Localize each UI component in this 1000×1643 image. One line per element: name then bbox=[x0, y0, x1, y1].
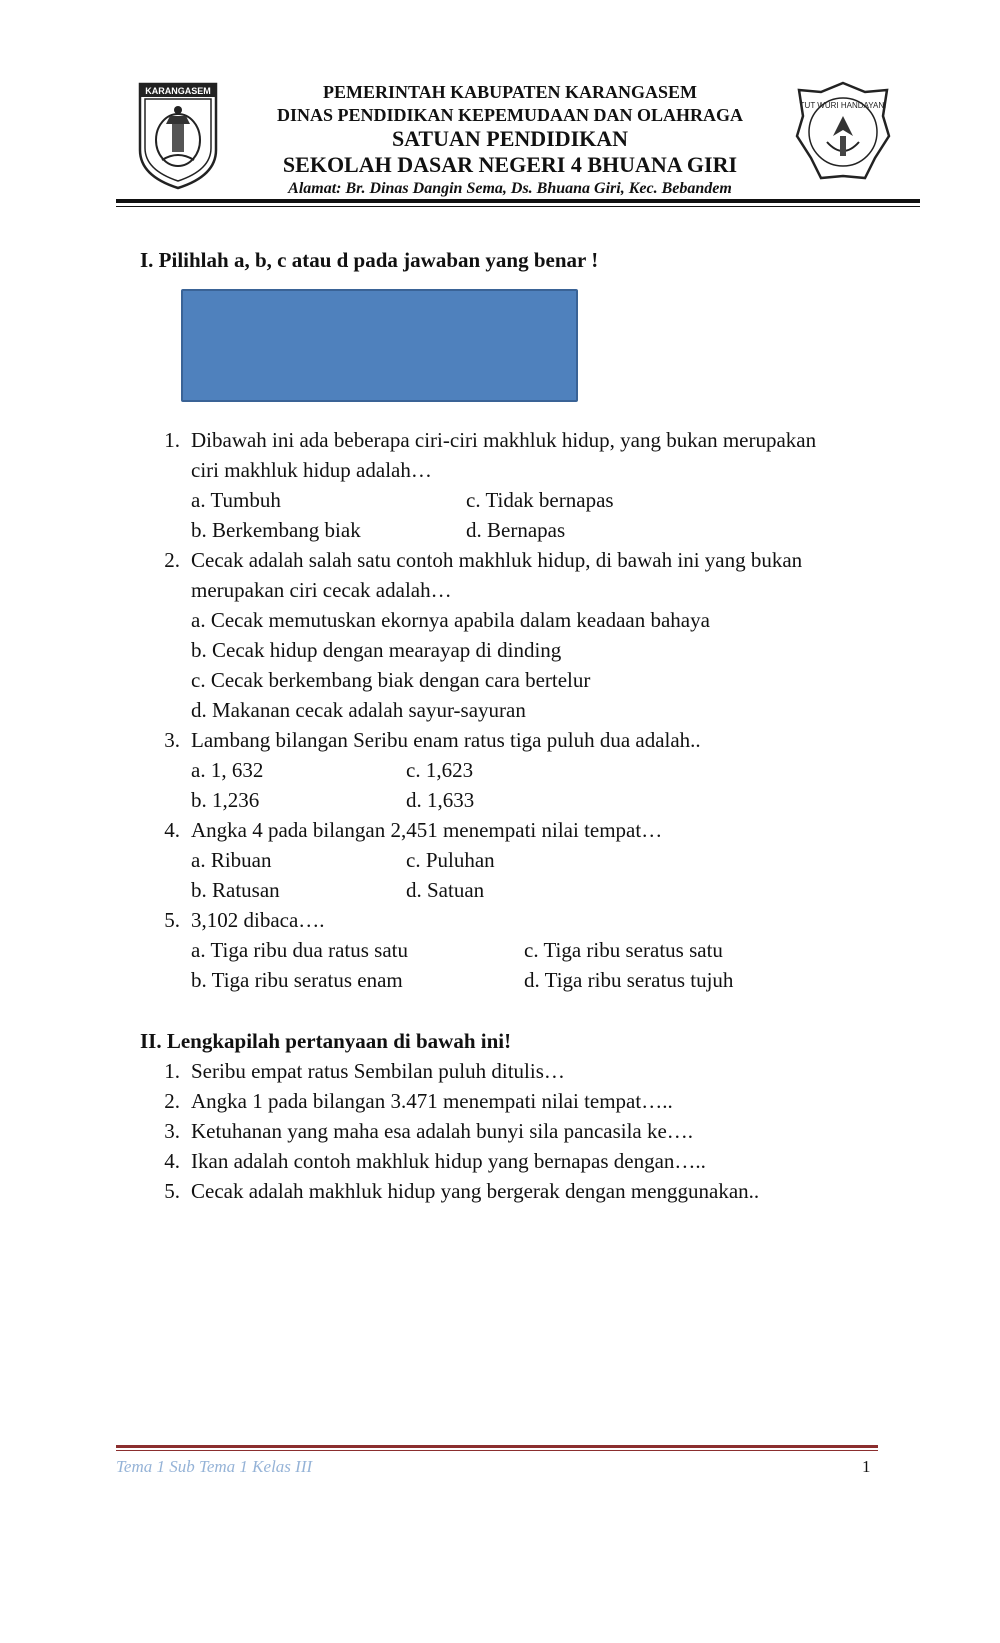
answer-option: d. Makanan cecak adalah sayur-sayuran bbox=[191, 698, 526, 722]
answer-option: a. Tumbuh bbox=[191, 488, 281, 512]
fill-in-question: Cecak adalah makhluk hidup yang bergerak dengan menggunakan.. bbox=[191, 1179, 760, 1203]
header-department: DINAS PENDIDIKAN KEPEMUDAAN DAN OLAHRAGA bbox=[276, 105, 743, 125]
question-text: Angka 4 pada bilangan 2,451 menempati nilai tempat… bbox=[191, 818, 663, 842]
answer-option: d. Satuan bbox=[406, 878, 485, 902]
answer-option: a. Cecak memutuskan ekornya apabila dalam keadaan bahaya bbox=[191, 608, 710, 632]
answer-option: c. Tiga ribu seratus satu bbox=[524, 938, 723, 962]
answer-option: b. Ratusan bbox=[191, 878, 280, 902]
question-number: 1. bbox=[164, 428, 180, 452]
fill-in-question: Angka 1 pada bilangan 3.471 menempati nilai tempat….. bbox=[191, 1089, 673, 1113]
question-text: 3,102 dibaca…. bbox=[191, 908, 325, 932]
header-school-name: SEKOLAH DASAR NEGERI 4 BHUANA GIRI bbox=[282, 152, 738, 177]
question-number: 5. bbox=[164, 908, 180, 932]
section-2-title: II. Lengkapilah pertanyaan di bawah ini! bbox=[140, 1029, 512, 1053]
question-number: 4. bbox=[164, 818, 180, 842]
blue-rectangle-shape bbox=[181, 289, 578, 402]
logo-motto: TUT WURI HANDAYANI bbox=[799, 101, 887, 110]
answer-option: d. Tiga ribu seratus tujuh bbox=[524, 968, 734, 992]
answer-option: d. Bernapas bbox=[466, 518, 566, 542]
answer-option: b. Cecak hidup dengan mearayap di dinding bbox=[191, 638, 562, 662]
question-number: 3. bbox=[164, 728, 180, 752]
answer-option: b. Tiga ribu seratus enam bbox=[191, 968, 403, 992]
question-number: 1. bbox=[164, 1059, 180, 1083]
page-number: 1 bbox=[862, 1457, 871, 1476]
question-number: 4. bbox=[164, 1149, 180, 1173]
footer-rule-thin bbox=[116, 1450, 878, 1451]
answer-option: b. 1,236 bbox=[191, 788, 260, 812]
karangasem-crest-logo bbox=[136, 80, 220, 192]
header-rule-thin bbox=[116, 206, 920, 207]
header-address: Alamat: Br. Dinas Dangin Sema, Ds. Bhuana Giri, Kec. Bebandem bbox=[288, 180, 732, 197]
fill-in-question: Seribu empat ratus Sembilan puluh ditulis… bbox=[191, 1059, 565, 1083]
header-rule-thick bbox=[116, 199, 920, 203]
fill-in-question: Ikan adalah contoh makhluk hidup yang bernapas dengan….. bbox=[191, 1149, 706, 1173]
answer-option: a. Ribuan bbox=[191, 848, 272, 872]
question-number: 5. bbox=[164, 1179, 180, 1203]
question-text: ciri makhluk hidup adalah… bbox=[191, 458, 432, 482]
fill-in-question: Ketuhanan yang maha esa adalah bunyi sila pancasila ke…. bbox=[191, 1119, 694, 1143]
answer-option: a. Tiga ribu dua ratus satu bbox=[191, 938, 408, 962]
question-number: 3. bbox=[164, 1119, 180, 1143]
question-text: Cecak adalah salah satu contoh makhluk hidup, di bawah ini yang bukan bbox=[191, 548, 803, 572]
question-text: Lambang bilangan Seribu enam ratus tiga puluh dua adalah.. bbox=[191, 728, 701, 752]
answer-option: c. Puluhan bbox=[406, 848, 495, 872]
footer-rule-thick bbox=[116, 1445, 878, 1448]
answer-option: b. Berkembang biak bbox=[191, 518, 361, 542]
crest-label: KARANGASEM bbox=[145, 86, 211, 96]
question-text: Dibawah ini ada beberapa ciri-ciri makhluk hidup, yang bukan merupakan bbox=[191, 428, 817, 452]
question-number: 2. bbox=[164, 1089, 180, 1113]
question-text: merupakan ciri cecak adalah… bbox=[191, 578, 452, 602]
tut-wuri-handayani-logo bbox=[793, 80, 893, 184]
answer-option: c. 1,623 bbox=[406, 758, 474, 782]
header-unit: SATUAN PENDIDIKAN bbox=[391, 126, 629, 151]
answer-option: a. 1, 632 bbox=[191, 758, 264, 782]
answer-option: c. Tidak bernapas bbox=[466, 488, 614, 512]
question-number: 2. bbox=[164, 548, 180, 572]
answer-option: c. Cecak berkembang biak dengan cara bertelur bbox=[191, 668, 591, 692]
footer-theme-label: Tema 1 Sub Tema 1 Kelas III bbox=[116, 1457, 313, 1476]
answer-option: d. 1,633 bbox=[406, 788, 475, 812]
header-government: PEMERINTAH KABUPATEN KARANGASEM bbox=[322, 82, 697, 102]
section-1-title: I. Pilihlah a, b, c atau d pada jawaban yang benar ! bbox=[140, 248, 599, 272]
